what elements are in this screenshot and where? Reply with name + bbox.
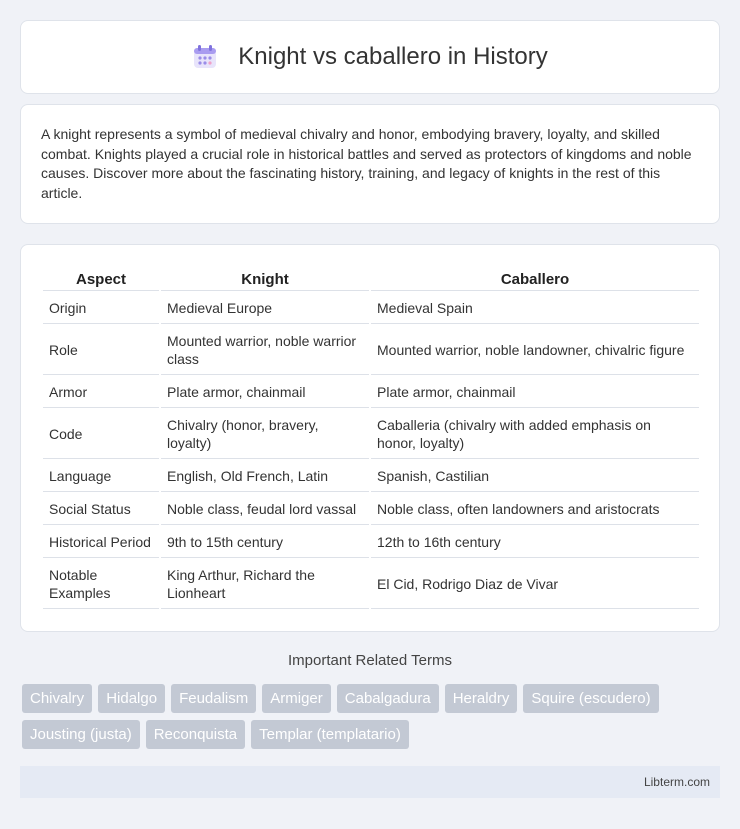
cell-caballero: El Cid, Rodrigo Diaz de Vivar	[371, 560, 699, 609]
cell-knight: Mounted warrior, noble warrior class	[161, 326, 369, 375]
comparison-table	[41, 265, 701, 611]
cell-aspect: Code	[43, 410, 159, 459]
calendar-icon	[192, 44, 218, 70]
cell-knight: Plate armor, chainmail	[161, 377, 369, 408]
cell-aspect: Armor	[43, 377, 159, 408]
tag-jousting[interactable]: Jousting (justa)	[22, 720, 140, 749]
title-card	[20, 20, 720, 94]
table-row	[43, 527, 699, 558]
cell-knight: King Arthur, Richard the Lionheart	[161, 560, 369, 609]
tag-chivalry[interactable]: Chivalry	[22, 684, 92, 713]
table-row	[43, 494, 699, 525]
cell-knight: Noble class, feudal lord vassal	[161, 494, 369, 525]
tag-cabalgadura[interactable]: Cabalgadura	[337, 684, 439, 713]
cell-caballero: Spanish, Castilian	[371, 461, 699, 492]
cell-caballero: 12th to 16th century	[371, 527, 699, 558]
cell-aspect: Social Status	[43, 494, 159, 525]
cell-caballero: Noble class, often landowners and aristocrats	[371, 494, 699, 525]
cell-caballero: Caballeria (chivalry with added emphasis on honor, loyalty)	[371, 410, 699, 459]
tag-hidalgo[interactable]: Hidalgo	[98, 684, 165, 713]
header-knight: Knight	[161, 267, 369, 291]
footer	[20, 766, 720, 798]
footer-site-link[interactable]: Libterm.com	[643, 775, 710, 789]
cell-aspect: Historical Period	[43, 527, 159, 558]
cell-knight: Medieval Europe	[161, 293, 369, 324]
tag-templar[interactable]: Templar (templatario)	[251, 720, 409, 749]
cell-knight: English, Old French, Latin	[161, 461, 369, 492]
table-row	[43, 377, 699, 408]
tag-heraldry[interactable]: Heraldry	[445, 684, 518, 713]
intro-card	[20, 104, 720, 224]
table-row	[43, 461, 699, 492]
cell-aspect: Origin	[43, 293, 159, 324]
header-aspect: Aspect	[43, 267, 159, 291]
cell-knight: Chivalry (honor, bravery, loyalty)	[161, 410, 369, 459]
page-title: Knight vs caballero in History	[238, 43, 548, 70]
cell-caballero: Medieval Spain	[371, 293, 699, 324]
comparison-table-card	[20, 244, 720, 632]
table-row	[43, 560, 699, 609]
table-row	[43, 410, 699, 459]
tag-armiger[interactable]: Armiger	[262, 684, 331, 713]
tag-feudalism[interactable]: Feudalism	[171, 684, 256, 713]
cell-aspect: Notable Examples	[43, 560, 159, 609]
cell-aspect: Role	[43, 326, 159, 375]
table-row	[43, 326, 699, 375]
cell-caballero: Plate armor, chainmail	[371, 377, 699, 408]
table-header-row	[43, 267, 699, 291]
cell-caballero: Mounted warrior, noble landowner, chivalric figure	[371, 326, 699, 375]
cell-aspect: Language	[43, 461, 159, 492]
header-caballero: Caballero	[371, 267, 699, 291]
cell-knight: 9th to 15th century	[161, 527, 369, 558]
related-terms-title: Important Related Terms	[288, 652, 452, 669]
table-row	[43, 293, 699, 324]
tag-squire[interactable]: Squire (escudero)	[523, 684, 658, 713]
intro-text: A knight represents a symbol of medieval chivalry and honor, embodying bravery, loyalty, and skilled combat. Knights played a crucial role in historical battles and served as protectors of kingdoms and noble causes. Discover more about the fascinating history, training, and legacy of knights in the rest of this article.	[41, 126, 692, 201]
tag-reconquista[interactable]: Reconquista	[146, 720, 245, 749]
related-terms-list	[22, 684, 722, 749]
